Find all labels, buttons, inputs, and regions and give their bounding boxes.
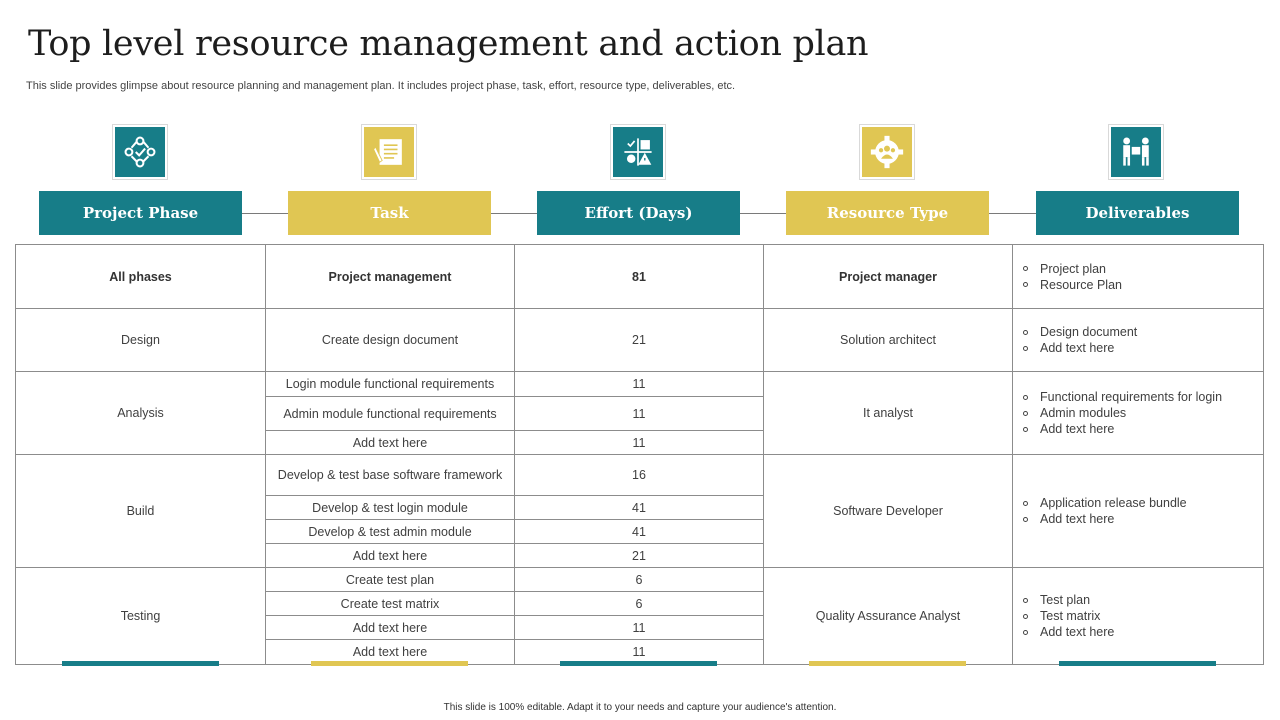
effort-cell: 11	[515, 640, 764, 665]
accent-bar-resource-type	[809, 661, 966, 666]
accent-bar-project-phase	[62, 661, 219, 666]
bullet-icon	[1023, 614, 1028, 619]
phase-cell: Analysis	[16, 372, 266, 455]
icon-frame-task	[361, 124, 417, 180]
task-cell: Create test plan	[266, 568, 515, 592]
page-subtitle: This slide provides glimpse about resource planning and management plan. It includes project phase, task, effort, resource type, deliverables, etc.	[26, 80, 736, 92]
table-row-analysis	[16, 372, 1264, 397]
header-project-phase: Project Phase	[39, 191, 242, 235]
bullet-icon	[1023, 501, 1028, 506]
bullet-icon	[1023, 411, 1028, 416]
delivery-handoff-icon	[1111, 127, 1161, 177]
table-row-build	[16, 455, 1264, 496]
list-item: Test matrix	[1023, 608, 1257, 624]
accent-bar-effort	[560, 661, 717, 666]
resource-cell: Project manager	[764, 245, 1013, 309]
footer-note: This slide is 100% editable. Adapt it to your needs and capture your audience's attention.	[443, 702, 837, 713]
effort-cell: 6	[515, 592, 764, 616]
list-item: Design document	[1023, 324, 1257, 340]
task-cell: Add text here	[266, 544, 515, 568]
header-effort: Effort (Days)	[537, 191, 740, 235]
resource-cell: Solution architect	[764, 309, 1013, 372]
effort-cell: 81	[515, 245, 764, 309]
list-item: Add text here	[1023, 624, 1257, 640]
list-item: Resource Plan	[1023, 277, 1257, 293]
icon-frame-resource-type	[859, 124, 915, 180]
resource-cell: It analyst	[764, 372, 1013, 455]
effort-cell: 21	[515, 309, 764, 372]
task-cell: Add text here	[266, 431, 515, 455]
effort-cell: 11	[515, 616, 764, 640]
bullet-icon	[1023, 395, 1028, 400]
task-cell: Admin module functional requirements	[266, 397, 515, 431]
deliverables-cell	[1013, 309, 1264, 372]
header-task: Task	[288, 191, 491, 235]
list-item: Functional requirements for login	[1023, 389, 1257, 405]
bullet-icon	[1023, 266, 1028, 271]
effort-cell: 11	[515, 431, 764, 455]
network-cycle-icon	[115, 127, 165, 177]
table-row-design	[16, 309, 1264, 372]
task-cell: Project management	[266, 245, 515, 309]
team-gear-icon	[862, 127, 912, 177]
table-row-all-phases	[16, 245, 1264, 309]
list-item: Application release bundle	[1023, 495, 1257, 511]
list-item: Add text here	[1023, 421, 1257, 437]
bullet-icon	[1023, 282, 1028, 287]
table-row-testing	[16, 568, 1264, 592]
list-item: Add text here	[1023, 511, 1257, 527]
accent-bar-task	[311, 661, 468, 666]
effort-cell: 16	[515, 455, 764, 496]
icon-frame-deliverables	[1108, 124, 1164, 180]
bullet-icon	[1023, 346, 1028, 351]
phase-cell: Build	[16, 455, 266, 568]
task-cell: Create design document	[266, 309, 515, 372]
task-cell: Develop & test login module	[266, 496, 515, 520]
page-title: Top level resource management and action plan	[28, 24, 869, 64]
phase-cell: All phases	[16, 245, 266, 309]
bullet-icon	[1023, 630, 1028, 635]
effort-cell: 21	[515, 544, 764, 568]
resource-cell: Software Developer	[764, 455, 1013, 568]
phase-cell: Design	[16, 309, 266, 372]
task-cell: Create test matrix	[266, 592, 515, 616]
effort-cell: 11	[515, 397, 764, 431]
task-cell: Login module functional requirements	[266, 372, 515, 397]
task-cell: Add text here	[266, 640, 515, 665]
header-deliverables: Deliverables	[1036, 191, 1239, 235]
effort-cell: 6	[515, 568, 764, 592]
list-item: Admin modules	[1023, 405, 1257, 421]
deliverables-cell	[1013, 455, 1264, 568]
icon-frame-effort	[610, 124, 666, 180]
list-item: Add text here	[1023, 340, 1257, 356]
bullet-icon	[1023, 330, 1028, 335]
task-board-icon	[613, 127, 663, 177]
task-cell: Develop & test base software framework	[266, 455, 515, 496]
list-item: Project plan	[1023, 261, 1257, 277]
effort-cell: 41	[515, 520, 764, 544]
bullet-icon	[1023, 517, 1028, 522]
effort-cell: 41	[515, 496, 764, 520]
deliverables-cell	[1013, 372, 1264, 455]
task-cell: Develop & test admin module	[266, 520, 515, 544]
effort-cell: 11	[515, 372, 764, 397]
list-item: Test plan	[1023, 592, 1257, 608]
header-resource-type: Resource Type	[786, 191, 989, 235]
deliverables-cell	[1013, 568, 1264, 665]
accent-bar-deliverables	[1059, 661, 1216, 666]
resource-plan-table	[15, 244, 1264, 665]
bullet-icon	[1023, 598, 1028, 603]
resource-cell: Quality Assurance Analyst	[764, 568, 1013, 665]
deliverables-cell	[1013, 245, 1264, 309]
icon-frame-project-phase	[112, 124, 168, 180]
phase-cell: Testing	[16, 568, 266, 665]
task-cell: Add text here	[266, 616, 515, 640]
checklist-icon	[364, 127, 414, 177]
bullet-icon	[1023, 427, 1028, 432]
